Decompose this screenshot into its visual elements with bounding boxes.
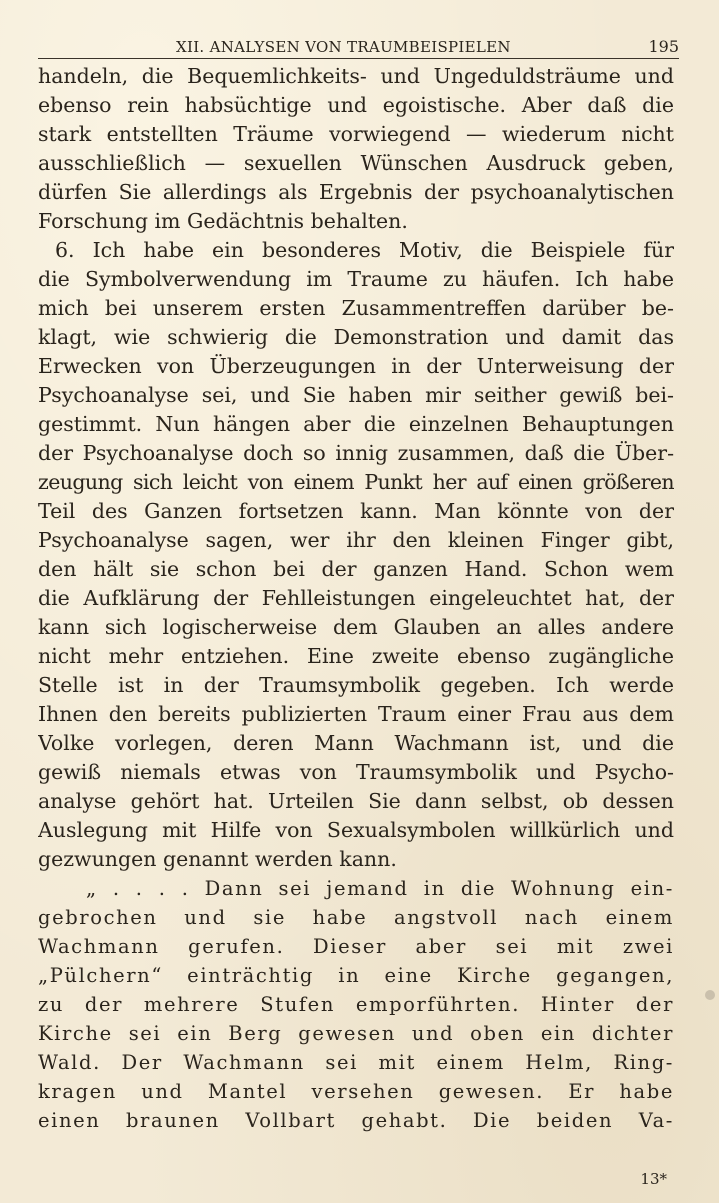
text-line: Psychoanalyse sei, und Sie haben mir seither gewiß bei- (38, 383, 674, 407)
text-line: klagt, wie schwierig die Demonstration und damit das (38, 325, 674, 349)
text-line: 6. Ich habe ein besonderes Motiv, die Beispiele für (55, 238, 674, 262)
text-line: gestimmt. Nun hängen aber die einzelnen Behauptungen (38, 412, 674, 436)
running-head: XII. ANALYSEN VON TRAUMBEISPIELEN (176, 38, 511, 56)
text-line: gezwungen genannt werden kann. (38, 847, 397, 871)
text-line: Wald. Der Wachmann sei mit einem Helm, Ring- (38, 1051, 674, 1074)
paragraph-2 (38, 236, 674, 874)
text-line: Volke vorlegen, deren Mann Wachmann ist, und die (38, 731, 674, 755)
text-line: Erwecken von Überzeugungen in der Unterweisung der (38, 354, 674, 378)
text-line: zeugung sich leicht von einem Punkt her auf einen größeren (38, 470, 674, 494)
text-line: einen braunen Vollbart gehabt. Die beiden Va- (38, 1109, 674, 1132)
text-line: die Aufklärung der Fehlleistungen eingeleuchtet hat, der (38, 586, 674, 610)
text-line: kann sich logischerweise dem Glauben an alles andere (38, 615, 674, 639)
body-text (38, 62, 674, 1135)
text-line: nicht mehr entziehen. Eine zweite ebenso zugängliche (38, 644, 674, 668)
text-line: analyse gehört hat. Urteilen Sie dann selbst, ob dessen (38, 789, 674, 813)
text-line: „Pülchern“ einträchtig in eine Kirche gegangen, (38, 964, 674, 987)
paper-blemish (705, 990, 715, 1000)
text-line: den hält sie schon bei der ganzen Hand. Schon wem (38, 557, 674, 581)
text-line: dürfen Sie allerdings als Ergebnis der psychoanalytischen (38, 180, 674, 204)
text-line: ebenso rein habsüchtige und egoistische. Aber daß die (38, 93, 674, 117)
signature-mark: 13* (640, 1170, 667, 1188)
text-line: der Psychoanalyse doch so innig zusammen, daß die Über- (38, 441, 674, 465)
text-line: ausschließlich — sexuellen Wünschen Ausdruck geben, (38, 151, 674, 175)
text-line: Teil des Ganzen fortsetzen kann. Man könnte von der (38, 499, 674, 523)
page-number: 195 (648, 37, 679, 56)
text-line: mich bei unserem ersten Zusammentreffen darüber be- (38, 296, 674, 320)
text-line: handeln, die Bequemlichkeits- und Ungeduldsträume und (38, 64, 674, 88)
text-line: Stelle ist in der Traumsymbolik gegeben. Ich werde (38, 673, 674, 697)
page-header (38, 30, 679, 59)
text-line: zu der mehrere Stufen emporführten. Hinter der (38, 993, 674, 1016)
text-line: „ . . . . Dann sei jemand in die Wohnung ein- (86, 877, 674, 900)
text-line: Ihnen den bereits publizierten Traum einer Frau aus dem (38, 702, 674, 726)
text-line: stark entstellten Träume vorwiegend — wiederum nicht (38, 122, 674, 146)
text-line: die Symbolverwendung im Traume zu häufen. Ich habe (38, 267, 674, 291)
text-line: Psychoanalyse sagen, wer ihr den kleinen Finger gibt, (38, 528, 674, 552)
text-line: Kirche sei ein Berg gewesen und oben ein dichter (38, 1022, 674, 1045)
text-line: gewiß niemals etwas von Traumsymbolik und Psycho- (38, 760, 674, 784)
paragraph-1 (38, 62, 674, 236)
quoted-dream-report (38, 874, 674, 1135)
text-line: Wachmann gerufen. Dieser aber sei mit zwei (38, 935, 674, 958)
text-line: Forschung im Gedächtnis behalten. (38, 209, 408, 233)
text-line: kragen und Mantel versehen gewesen. Er habe (38, 1080, 674, 1103)
text-line: Auslegung mit Hilfe von Sexualsymbolen willkürlich und (38, 818, 674, 842)
text-line: gebrochen und sie habe angstvoll nach einem (38, 906, 674, 929)
